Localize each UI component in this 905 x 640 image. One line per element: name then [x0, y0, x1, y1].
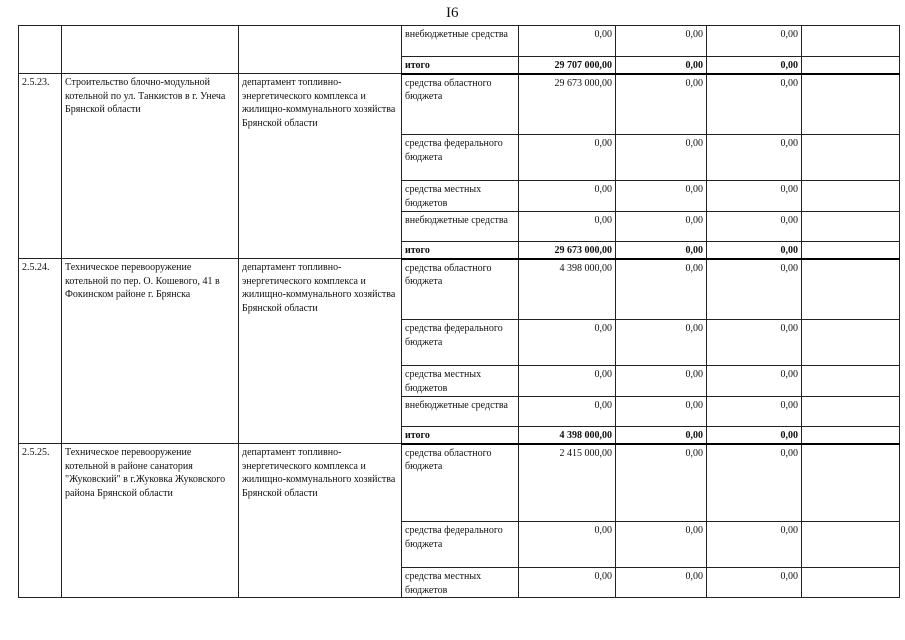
amount-cell: 0,00: [616, 259, 707, 320]
amount-cell: 0,00: [616, 320, 707, 366]
funding-source: средства федерального бюджета: [402, 522, 519, 568]
amount-cell: 0,00: [707, 397, 802, 427]
funding-source: средства местных бюджетов: [402, 181, 519, 212]
funding-source: средства федерального бюджета: [402, 320, 519, 366]
amount-cell: 29 707 000,00: [519, 57, 616, 74]
item-executor: департамент топливно-энергетического комплекса и жилищно-коммунального хозяйства Брянской области: [239, 259, 402, 444]
table-row: [19, 444, 900, 522]
amount-cell: 0,00: [707, 242, 802, 259]
amount-cell: 0,00: [519, 135, 616, 181]
amount-cell: 0,00: [616, 181, 707, 212]
amount-cell: 0,00: [616, 135, 707, 181]
funding-source: внебюджетные средства: [402, 212, 519, 242]
amount-cell: 0,00: [616, 568, 707, 598]
funding-source: средства областного бюджета: [402, 74, 519, 135]
amount-cell: 0,00: [616, 427, 707, 444]
amount-cell: 0,00: [519, 397, 616, 427]
amount-cell: 0,00: [519, 181, 616, 212]
item-name: Техническое перевооружение котельной в районе санатория "Жуковский" в г.Жуковка Жуковского района Брянской области: [62, 444, 239, 598]
amount-cell: 0,00: [616, 74, 707, 135]
table-row: [19, 26, 900, 57]
amount-cell: 0,00: [707, 57, 802, 74]
amount-cell: 2 415 000,00: [519, 444, 616, 522]
page-number: I6: [446, 5, 459, 21]
amount-cell: 0,00: [707, 259, 802, 320]
funding-source: средства областного бюджета: [402, 259, 519, 320]
amount-cell: 0,00: [616, 242, 707, 259]
amount-cell: 0,00: [616, 212, 707, 242]
amount-cell: 0,00: [707, 212, 802, 242]
funding-source: внебюджетные средства: [402, 397, 519, 427]
amount-cell: 0,00: [616, 522, 707, 568]
budget-table: [18, 25, 900, 598]
table-row: [19, 259, 900, 320]
funding-source: средства областного бюджета: [402, 444, 519, 522]
item-name: Строительство блочно-модульной котельной по ул. Танкистов в г. Унеча Брянской области: [62, 74, 239, 259]
amount-cell: 0,00: [616, 397, 707, 427]
amount-cell: 0,00: [519, 522, 616, 568]
funding-source: средства местных бюджетов: [402, 568, 519, 598]
amount-cell: 0,00: [707, 444, 802, 522]
amount-cell: 29 673 000,00: [519, 74, 616, 135]
amount-cell: 0,00: [519, 568, 616, 598]
amount-cell: 0,00: [616, 366, 707, 397]
amount-cell: 0,00: [519, 212, 616, 242]
amount-cell: 0,00: [707, 568, 802, 598]
amount-cell: 0,00: [707, 427, 802, 444]
item-code: 2.5.23.: [19, 74, 62, 259]
amount-cell: 0,00: [616, 444, 707, 522]
amount-cell: 4 398 000,00: [519, 259, 616, 320]
amount-cell: 0,00: [707, 366, 802, 397]
amount-cell: 0,00: [707, 181, 802, 212]
item-executor: департамент топливно-энергетического комплекса и жилищно-коммунального хозяйства Брянской области: [239, 74, 402, 259]
item-code: 2.5.24.: [19, 259, 62, 444]
funding-source: средства местных бюджетов: [402, 366, 519, 397]
amount-cell: 0,00: [707, 135, 802, 181]
item-executor: департамент топливно-энергетического комплекса и жилищно-коммунального хозяйства Брянской области: [239, 444, 402, 598]
amount-cell: 0,00: [616, 26, 707, 57]
funding-source: средства федерального бюджета: [402, 135, 519, 181]
table-row: [19, 74, 900, 135]
amount-cell: 4 398 000,00: [519, 427, 616, 444]
funding-source: итого: [402, 57, 519, 74]
funding-source: внебюджетные средства: [402, 26, 519, 57]
amount-cell: 0,00: [707, 74, 802, 135]
amount-cell: 29 673 000,00: [519, 242, 616, 259]
funding-source: итого: [402, 427, 519, 444]
amount-cell: 0,00: [519, 26, 616, 57]
amount-cell: 0,00: [616, 57, 707, 74]
funding-source: итого: [402, 242, 519, 259]
amount-cell: 0,00: [707, 320, 802, 366]
item-code: 2.5.25.: [19, 444, 62, 598]
amount-cell: 0,00: [519, 366, 616, 397]
amount-cell: 0,00: [707, 522, 802, 568]
item-name: Техническое перевооружение котельной по пер. О. Кошевого, 41 в Фокинском районе г. Брянска: [62, 259, 239, 444]
amount-cell: 0,00: [519, 320, 616, 366]
amount-cell: 0,00: [707, 26, 802, 57]
